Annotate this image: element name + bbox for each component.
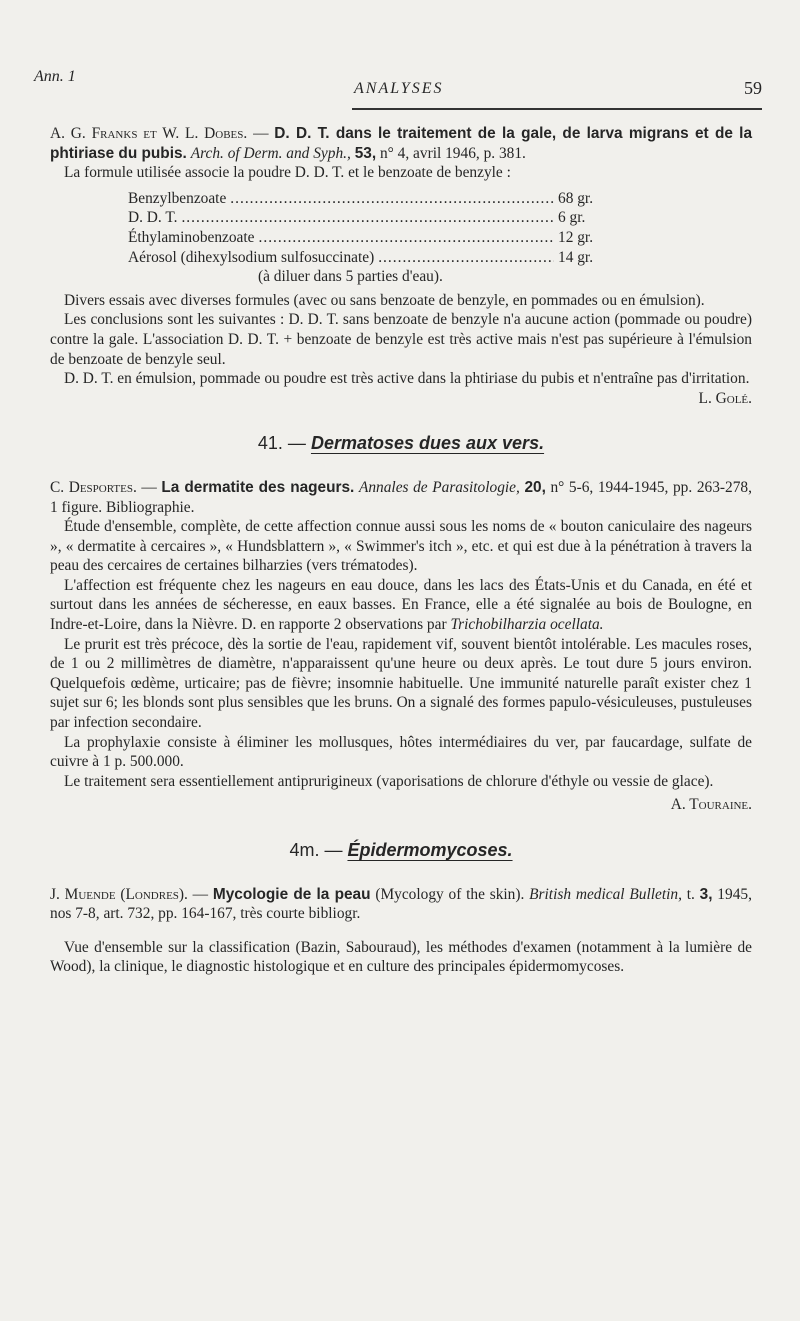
section-heading-4m xyxy=(50,841,752,861)
article2-paragraph: Le prurit est très précoce, dès la sortie de l'eau, rapidement vif, souvent bientôt intolérable. Les macules roses, de 1 ou 2 millimètres de diamètre, n'apparaissent qu'une heure ou deux après. Le tout dure 5 jours environ. Quelquefois œdème, urticaire; pas de fièvre; insomnie habituelle. Une immunité naturelle paraît exister chez 1 sujet sur 6; les blonds sont plus sensibles que les bruns. On a signalé des formes papulo-vésiculeuses, pustuleuses par infection secondaire. xyxy=(50,635,752,732)
page-number: 59 xyxy=(744,78,762,98)
article2-title: La dermatite des nageurs. xyxy=(161,478,355,496)
article1-title: D. D. T. dans le traitement de la gale, de larva migrans et de la phtiriase du pubis. xyxy=(50,125,753,162)
article1-paragraph: D. D. T. en émulsion, pommade ou poudre est très active dans la phtiriase du pubis et n'entraîne pas d'irritation. xyxy=(64,370,750,388)
article1-journal: Arch. of Derm. and Syph., xyxy=(190,144,351,162)
annex-label: Ann. 1 xyxy=(34,68,76,85)
article3-subtitle: (Mycology of the skin). xyxy=(375,885,525,903)
leader-dots xyxy=(181,208,554,228)
section-title: Dermatoses dues aux vers. xyxy=(310,433,545,454)
formula-quantity: 68 gr. xyxy=(558,189,594,207)
article3-title: Mycologie de la peau xyxy=(212,885,371,903)
article2-paragraph xyxy=(50,576,752,635)
formula-ingredient: Benzylbenzoate xyxy=(128,189,227,207)
article2-citation xyxy=(50,478,752,517)
article2-paragraph: Le traitement sera essentiellement antiprurigineux (vaporisations de chlorure d'éthyle ou vessie de glace). xyxy=(64,772,714,790)
formula-row xyxy=(128,248,608,268)
article3-authors: J. Muende (Londres). — xyxy=(50,885,209,903)
section-title: Épidermomycoses. xyxy=(347,840,513,860)
leader-dots xyxy=(230,189,554,209)
section-number: 4m. — xyxy=(289,840,343,860)
article1-paragraph: Les conclusions sont les suivantes : D. D. T. sans benzoate de benzyle n'a aucune action (pommade ou poudre) contre la gale. L'association D. D. T. + benzoate de benzyle est très active mais n'est pas supérieure à l'émulsion de benzoate de benzyle seul. xyxy=(50,311,752,368)
formula-quantity: 12 gr. xyxy=(558,228,594,246)
article3-issue: 1945, nos 7-8, art. 732, pp. 164-167, très courte bibliogr. xyxy=(50,885,752,923)
article1-authors: A. G. Franks et W. L. Dobes. xyxy=(50,125,248,142)
section-heading-41 xyxy=(50,434,752,454)
article2-issue: n° 5-6, 1944-1945, pp. 263-278, 1 figure. Bibliographie. xyxy=(50,478,752,516)
article2-paragraph: Étude d'ensemble, complète, de cette affection connue aussi sous les noms de « bouton caniculaire des nageurs », « dermatite à cercaires », « Hundsblattern », « Swimmer's itch », etc. et qui est due à la pénétration à travers la peau des cercaires de certaines bilharzies (vers trématodes). xyxy=(50,518,752,575)
article2-authors: C. Desportes. — xyxy=(50,478,157,496)
leader-dots xyxy=(259,228,555,248)
article3-volume-prefix: t. xyxy=(686,885,695,903)
running-title: ANALYSES xyxy=(354,80,444,97)
formula-quantity: 14 gr. xyxy=(558,248,594,266)
article1-volume: 53, xyxy=(354,144,377,162)
article1-signature: L. Golé. xyxy=(698,389,752,407)
article1-intro: La formule utilisée associe la poudre D. D. T. et le benzoate de benzyle : xyxy=(64,164,511,182)
species-name: Trichobilharzia ocellata. xyxy=(450,616,604,634)
formula-row xyxy=(128,189,608,209)
article3-citation xyxy=(50,885,752,924)
header-rule xyxy=(352,108,762,110)
article3-paragraph: Vue d'ensemble sur la classification (Bazin, Sabouraud), les méthodes d'examen (notamment à la lumière de Wood), la clinique, le diagnostic histologique et en culture des principales épidermomycoses. xyxy=(50,938,752,976)
spacer xyxy=(50,924,752,938)
article2-text: L'affection est fréquente chez les nageurs en eau douce, dans les lacs des États-Unis et du Canada, en été et surtout dans les années de sécheresse, en eaux basses. En France, elle a été signalée au bois de Boulogne, en Indre-et-Loire, dans la Nièvre. D. en rapporte 2 observations par xyxy=(50,576,752,634)
page-content xyxy=(50,124,752,977)
formula-quantity: 6 gr. xyxy=(558,209,586,227)
formula-ingredient: D. D. T. xyxy=(128,209,178,227)
article2-volume: 20, xyxy=(524,478,546,496)
dilution-note: (à diluer dans 5 parties d'eau). xyxy=(258,268,443,286)
article1-paragraph: Divers essais avec diverses formules (avec ou sans benzoate de benzyle, en pommades ou en émulsion). xyxy=(64,291,705,309)
section-number: 41. — xyxy=(257,433,306,454)
article3-volume: 3, xyxy=(699,885,713,903)
article1-citation: A. G. Franks et W. L. Dobes. — D. D. T. dans le traitement de la gale, de larva migrans et de la phtiriase du pubis. Arch. of Derm. and Syph., 53, n° 4, avril 1946, p. 381. xyxy=(50,125,753,162)
leader-dots xyxy=(378,248,554,268)
formula-table xyxy=(128,189,608,287)
article1-issue: n° 4, avril 1946, p. 381. xyxy=(379,144,526,162)
formula-ingredient: Aérosol (dihexylsodium sulfosuccinate) xyxy=(128,248,375,266)
article2-journal: Annales de Parasitologie, xyxy=(358,478,520,496)
article3-journal: British medical Bulletin, xyxy=(529,885,682,903)
article2-signature: A. Touraine. xyxy=(670,796,752,814)
formula-row xyxy=(128,228,608,248)
formula-row xyxy=(128,208,608,228)
article2-paragraph: La prophylaxie consiste à éliminer les mollusques, hôtes intermédiaires du ver, par faucardage, sulfate de cuivre à 1 p. 500.000. xyxy=(50,733,752,771)
page-header xyxy=(34,58,762,108)
formula-ingredient: Éthylaminobenzoate xyxy=(128,228,255,246)
